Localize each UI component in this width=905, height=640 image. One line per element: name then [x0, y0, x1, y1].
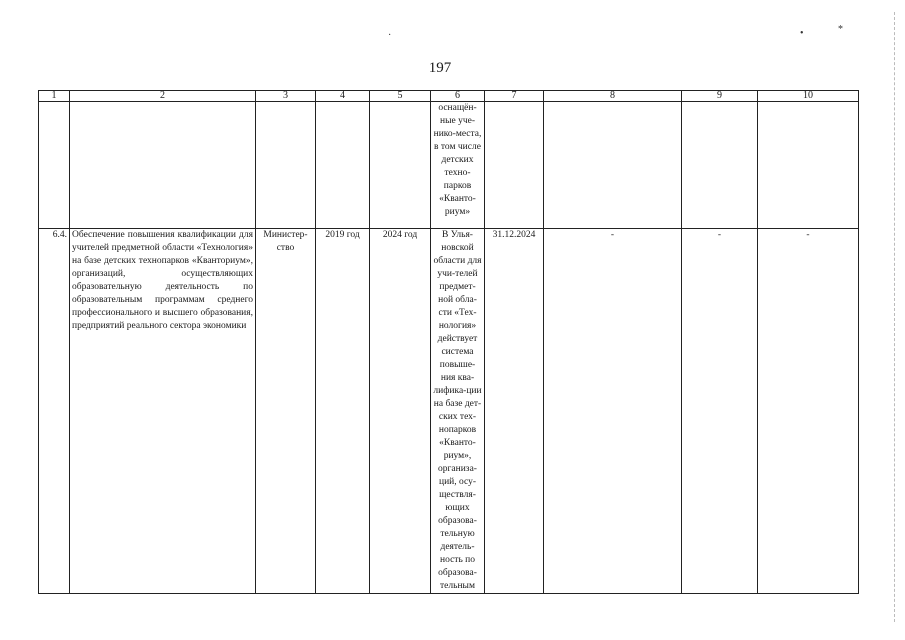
header-cell: 2 [70, 91, 256, 102]
scan-speck: • [800, 28, 804, 39]
cell-number: 6.4. [39, 229, 70, 594]
cell-col10: - [758, 229, 859, 594]
table-row [39, 229, 859, 594]
page-edge-shadow [894, 12, 895, 622]
header-cell: 9 [682, 91, 758, 102]
scan-speck: · [388, 30, 392, 41]
scan-speck: * [838, 24, 843, 35]
cell-start: 2019 год [316, 229, 370, 594]
header-cell: 1 [39, 91, 70, 102]
cell-responsible: Министер-ство [256, 229, 316, 594]
cell-col9 [682, 102, 758, 229]
cell-activity [70, 102, 256, 229]
page-number: 197 [428, 60, 452, 76]
cell-result: оснащён-ные уче-нико-места, в том числе детских техно-парков «Кванто-риум» [431, 102, 485, 229]
header-cell: 7 [485, 91, 544, 102]
header-cell: 3 [256, 91, 316, 102]
cell-number [39, 102, 70, 229]
table-row [39, 102, 859, 229]
cell-activity: Обеспечение повышения квалификации для учителей предметной области «Технология» на базе детских технопарков «Кванториум», организаций, осуществляющих образовательную деятельность по образовательным программам среднего профессионального и высшего образования, предприятий реального сектора экономики [70, 229, 256, 594]
header-cell: 4 [316, 91, 370, 102]
header-cell: 6 [431, 91, 485, 102]
cell-col10 [758, 102, 859, 229]
cell-start [316, 102, 370, 229]
plan-table [38, 90, 859, 594]
header-cell: 5 [370, 91, 431, 102]
cell-end: 2024 год [370, 229, 431, 594]
cell-date: 31.12.2024 [485, 229, 544, 594]
header-row [39, 91, 859, 102]
cell-end [370, 102, 431, 229]
header-cell: 10 [758, 91, 859, 102]
cell-col9: - [682, 229, 758, 594]
cell-col8 [544, 102, 682, 229]
cell-date [485, 102, 544, 229]
cell-col8: - [544, 229, 682, 594]
cell-responsible [256, 102, 316, 229]
header-cell: 8 [544, 91, 682, 102]
cell-result: В Улья-новской области для учи-телей предмет-ной обла-сти «Тех-нология» действует система повыше-ния ква-лифика-ции на базе дет-ских тех-нопарков «Кванто-риум», организа-ций, осу-ществля-ющих образова-тельную деятель-ность по образова-тельным [431, 229, 485, 594]
